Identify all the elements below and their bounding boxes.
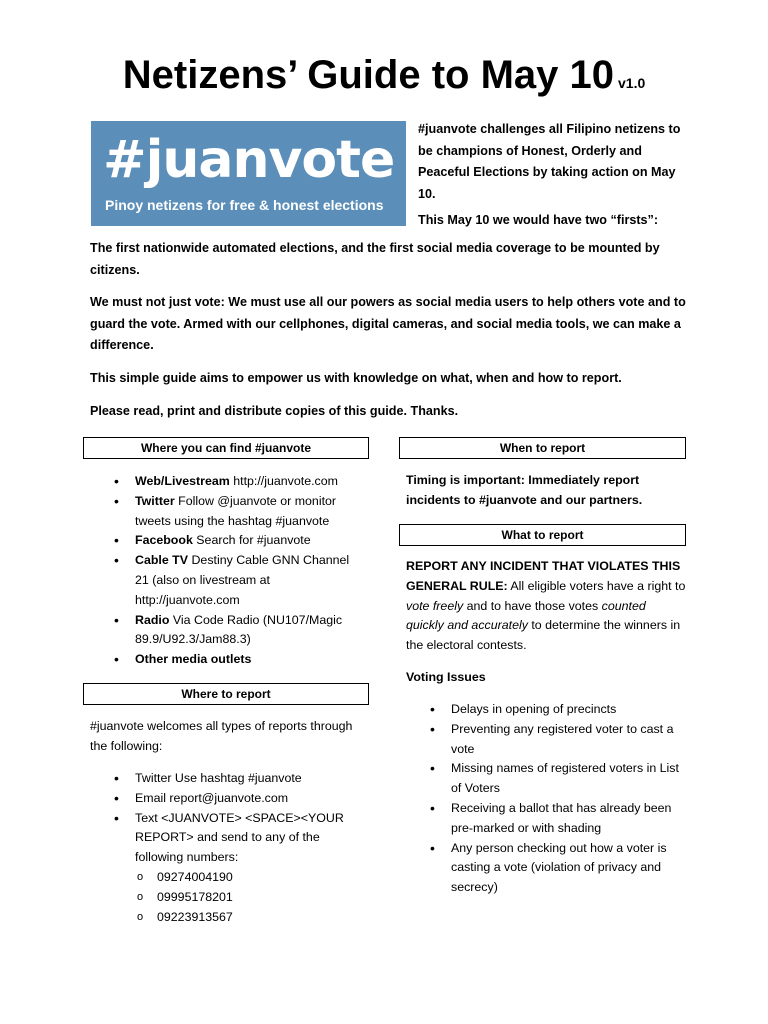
logo-text: #juanvote [103, 130, 395, 190]
list-item: • Facebook Search for #juanvote [90, 531, 362, 551]
phone-number: o 09274004190 [135, 868, 362, 888]
list-item: • Receiving a ballot that has already been pre-marked or with shading [406, 799, 686, 839]
intro-paragraph-3: We must not just vote: We must use all our powers as social media users to help others vote and to guard the vote. Armed with our cellphones, digital cameras, and social media tools, we can make a difference. [90, 295, 686, 352]
list-item: • Any person checking out how a voter is casting a vote (violation of privacy and secrecy) [406, 839, 686, 898]
when-text: Timing is important: Immediately report incidents to #juanvote and our partners. [406, 473, 643, 507]
list-item: • Twitter Use hashtag #juanvote [90, 769, 362, 789]
phone-number: o 09995178201 [135, 888, 362, 908]
general-rule-text: REPORT ANY INCIDENT THAT VIOLATES THIS GENERAL RULE: All eligible voters have a right to vote freely and to have those votes counted quickly and accurately to determine the winners in the electoral contests. [406, 559, 686, 653]
list-item: • Cable TV Destiny Cable GNN Channel 21 (also on livestream at http://juanvote.com [90, 551, 362, 610]
where-intro-text: #juanvote welcomes all types of reports through the following: [90, 719, 353, 753]
phone-number: o 09223913567 [135, 908, 362, 928]
list-item: • Email report@juanvote.com [90, 789, 362, 809]
page-title [0, 46, 768, 112]
logo-tagline: Pinoy netizens for free & honest elections [105, 197, 384, 213]
list-item: • Delays in opening of precincts [406, 700, 686, 720]
what-heading-box: What to report [399, 524, 686, 546]
list-item: • Radio Via Code Radio (NU107/Magic 89.9/U92.3/Jam88.3) [90, 611, 362, 651]
list-item: • Other media outlets [90, 650, 362, 670]
voting-issues-title: Voting Issues [406, 670, 486, 684]
voting-issues-list [406, 700, 686, 898]
version-label: v1.0 [618, 75, 646, 91]
list-item: • Twitter Follow @juanvote or monitor tweets using the hashtag #juanvote [90, 492, 362, 532]
title-text: Netizens’ Guide to May 10 [122, 53, 614, 97]
find-heading-box: Where you can find #juanvote [83, 437, 369, 459]
list-item: • Preventing any registered voter to cast a vote [406, 720, 686, 760]
intro-paragraph-2: The first nationwide automated elections, and the first social media coverage to be mounted by citizens. [90, 241, 660, 277]
phone-number-list [135, 868, 362, 927]
intro-paragraph-5: Please read, print and distribute copies of this guide. Thanks. [90, 404, 459, 418]
intro-challenge-text: #juanvote challenges all Filipino netizens to be champions of Honest, Orderly and Peaceful Elections by taking action on May 10. [418, 122, 681, 201]
where-heading-box: Where to report [83, 683, 369, 705]
juanvote-logo [91, 121, 406, 226]
list-item: • Text <JUANVOTE> <SPACE><YOUR REPORT> and send to any of the following numbers: o 09274004190 o 09995178201 o 09223913567 [90, 809, 362, 928]
intro-paragraph-4: This simple guide aims to empower us with knowledge on what, when and how to report. [90, 371, 622, 385]
intro-paragraph-1 [418, 119, 693, 232]
list-item: • Web/Livestream http://juanvote.com [90, 472, 362, 492]
where-list [90, 769, 362, 927]
find-list [90, 472, 362, 670]
when-heading-box: When to report [399, 437, 686, 459]
intro-firsts-heading: This May 10 we would have two “firsts”: [418, 213, 659, 227]
list-item: • Missing names of registered voters in List of Voters [406, 759, 686, 799]
